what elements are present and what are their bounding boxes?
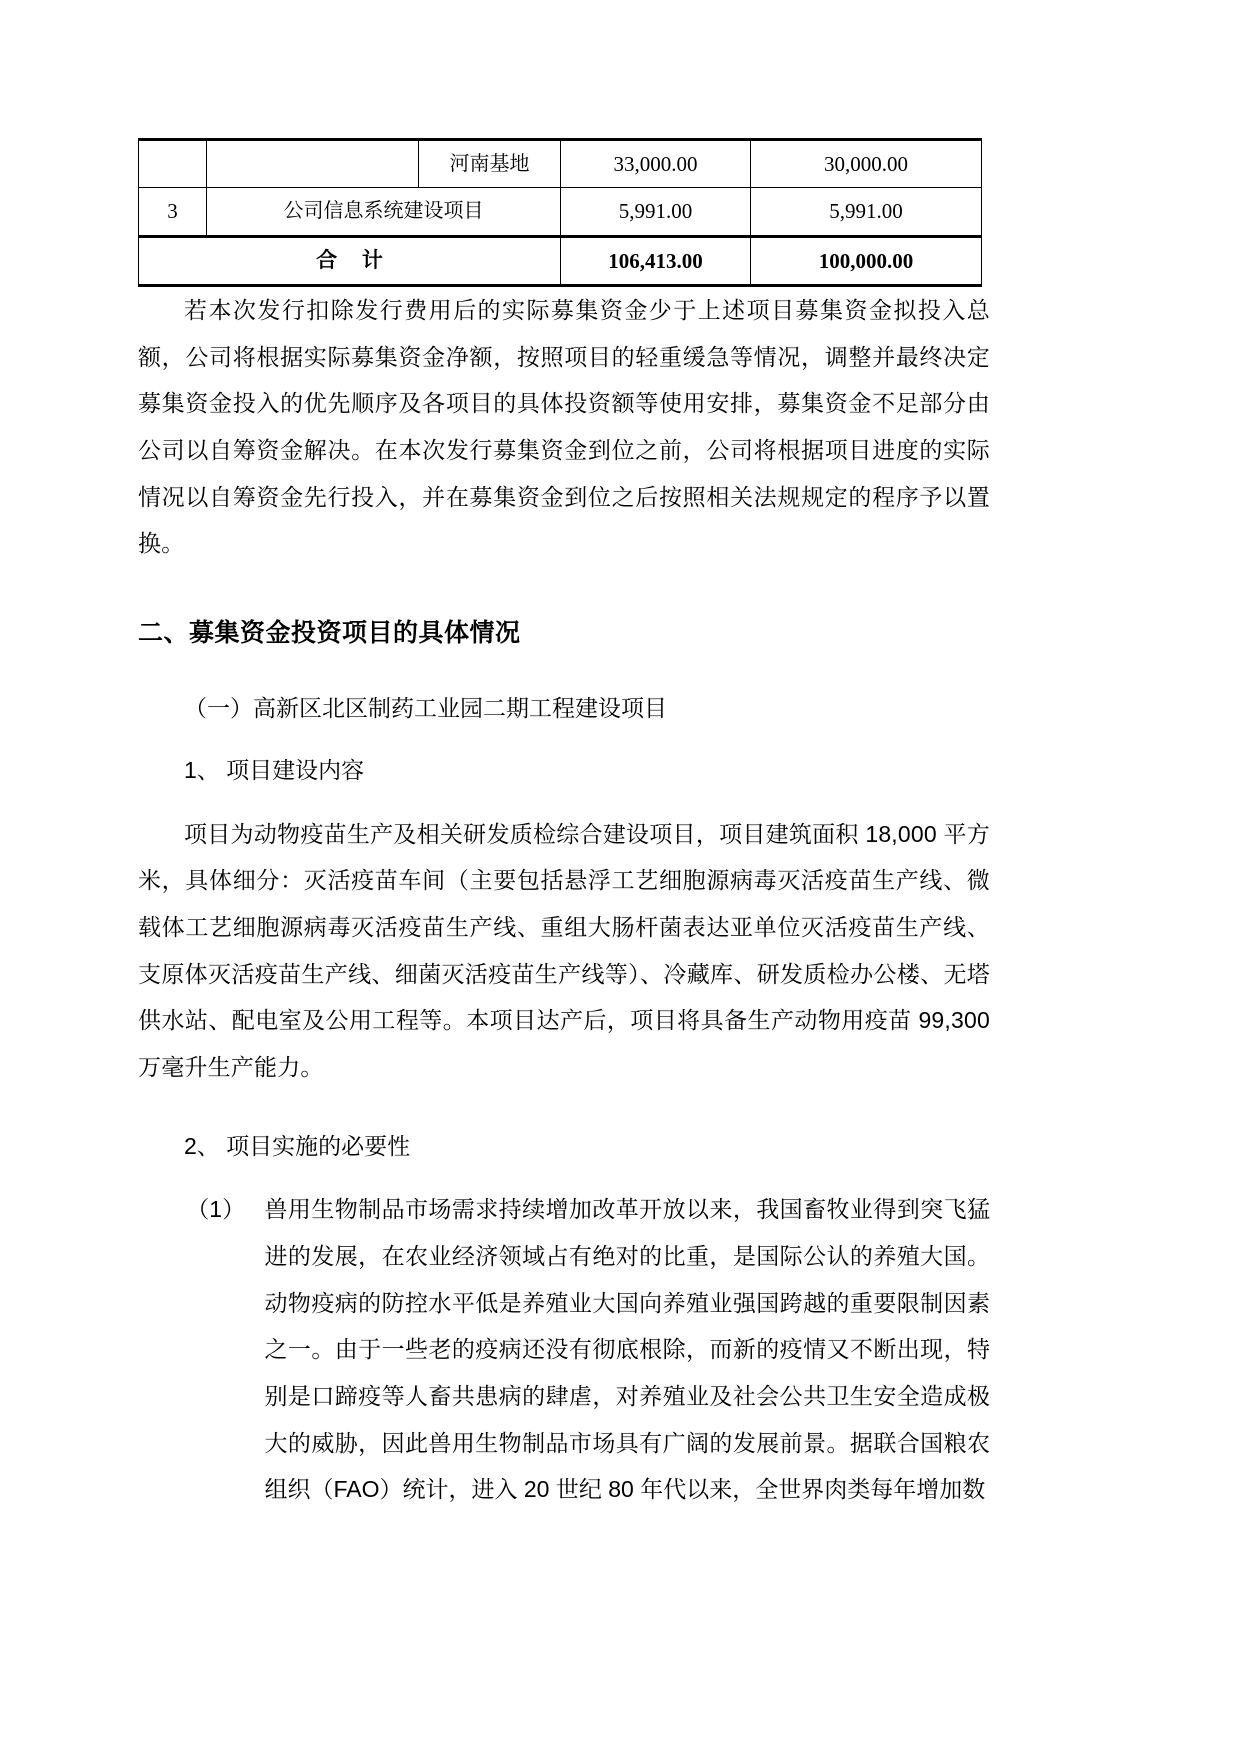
cell-sub-item: 河南基地: [419, 140, 561, 188]
table-row: [139, 188, 982, 236]
paragraph-funding-shortfall: 若本次发行扣除发行费用后的实际募集资金少于上述项目募集资金拟投入总额，公司将根据实际募集资金净额，按照项目的轻重缓急等情况，调整并最终决定募集资金投入的优先顺序及各项目的具体投资额等使用安排，募集资金不足部分由公司以自筹资金解决。在本次发行募集资金到位之前，公司将根据项目进度的实际情况以自筹资金先行投入，并在募集资金到位之后按照相关法规规定的程序予以置换。: [138, 297, 990, 557]
table-row: [139, 140, 982, 188]
list-item-marker: （1）: [186, 1196, 246, 1223]
item-2-title: 2、 项目实施的必要性: [184, 1132, 411, 1159]
spacer: [138, 731, 990, 749]
spacer: [138, 567, 990, 613]
spacer: [138, 653, 990, 687]
section-heading: 二、募集资金投资项目的具体情况: [138, 619, 521, 648]
item-1-title: 1、 项目建设内容: [184, 756, 365, 783]
spacer: [138, 1168, 990, 1186]
table-row-total: [139, 236, 982, 285]
cell-total-investment: 33,000.00: [561, 140, 751, 188]
subsection-title: （一）高新区北区制药工业园二期工程建设项目: [184, 695, 667, 722]
list-item-text: 兽用生物制品市场需求持续增加改革开放以来，我国畜牧业得到突飞猛进的发展，在农业经济领域占有绝对的比重，是国际公认的养殖大国。动物疫病的防控水平低是养殖业大国向养殖业强国跨越的重要限制因素之一。由于一些老的疫病还没有彻底根除，而新的疫情又不断出现，特别是口蹄疫等人畜共患病的肆虐，对养殖业及社会公共卫生安全造成极大的威胁，因此兽用生物制品市场具有广阔的发展前景。据联合国粮农组织（FAO）统计，进入 20 世纪 80 年代以来，全世界肉类每年增加数: [264, 1196, 990, 1503]
paragraph-project-content: 项目为动物疫苗生产及相关研发质检综合建设项目，项目建筑面积 18,000 平方米，具体细分：灭活疫苗车间（主要包括悬浮工艺细胞源病毒灭活疫苗生产线、微载体工艺细胞源病毒灭活疫苗生产线、重组大肠杆菌表达亚单位灭活疫苗生产线、支原体灭活疫苗生产线、细菌灭活疫苗生产线等）、冷藏库、研发质检办公楼、无塔供水站、配电室及公用工程等。本项目达产后，项目将具备生产动物用疫苗 99,300 万毫升生产能力。: [138, 820, 990, 1080]
spacer: [138, 793, 990, 811]
cell-index: 3: [139, 188, 207, 236]
table-body: [139, 140, 982, 286]
fundraising-table: [138, 138, 982, 287]
cell-raised-investment: 100,000.00: [751, 236, 982, 285]
cell-project-name: 公司信息系统建设项目: [207, 188, 561, 236]
cell-total-investment: 106,413.00: [561, 236, 751, 285]
cell-raised-investment: 30,000.00: [751, 140, 982, 188]
cell-project-name: [207, 140, 419, 188]
cell-total-label: 合 计: [139, 236, 561, 285]
spacer: [138, 1091, 990, 1125]
cell-raised-investment: 5,991.00: [751, 188, 982, 236]
cell-total-investment: 5,991.00: [561, 188, 751, 236]
cell-index: [139, 140, 207, 188]
list-item: [138, 1186, 990, 1513]
